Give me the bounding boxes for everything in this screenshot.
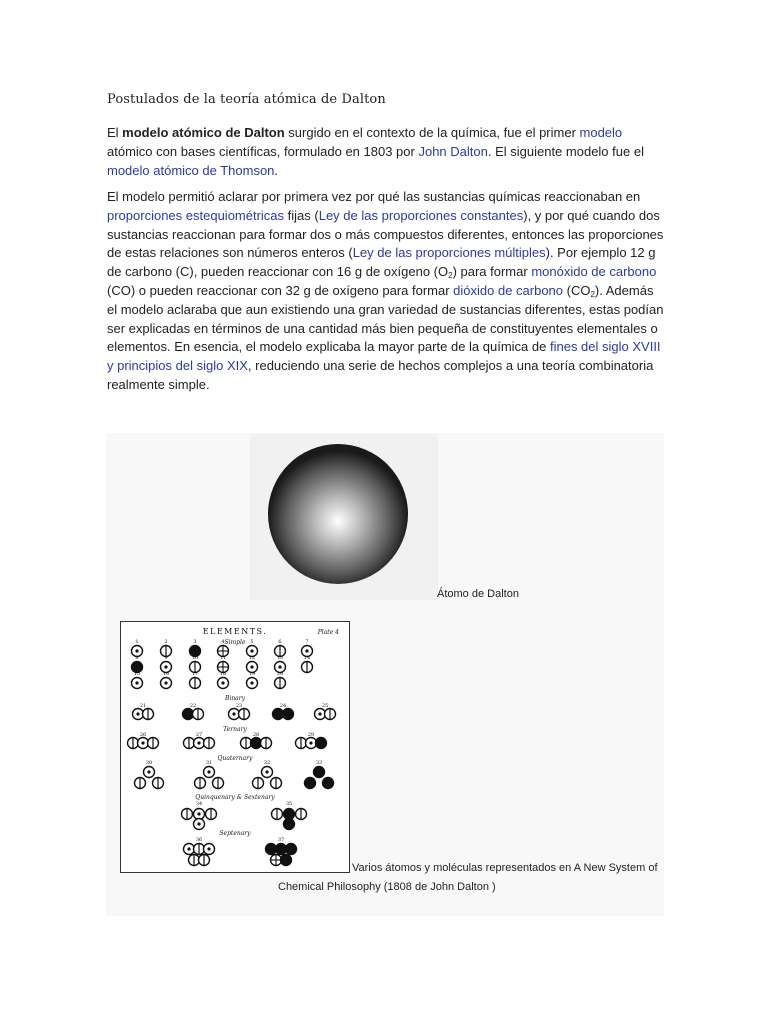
binary-24-b [283, 709, 294, 720]
atom-number-4: 4 [221, 639, 225, 645]
link-john-dalton[interactable]: John Dalton [418, 143, 488, 159]
sept-36-c-mark [207, 847, 210, 850]
link-dioxido-carbono[interactable]: dióxido de carbono [453, 282, 564, 298]
atom-number-21: 21 [139, 703, 147, 709]
atom-number-23: 23 [235, 703, 243, 709]
atom-number-14: 14 [303, 655, 311, 661]
dalton-elements-plate [120, 621, 350, 873]
sept-37-e [281, 855, 292, 866]
atom-13-mark [278, 665, 281, 668]
binary-25-a-mark [318, 712, 321, 715]
quat-33-top [314, 767, 325, 778]
plate-illustration [121, 622, 349, 872]
section-label-ternary: Ternary [223, 726, 247, 733]
atom-number-33: 33 [315, 760, 323, 766]
atom-16-mark [164, 681, 167, 684]
figure-caption-atom: Átomo de Dalton [437, 588, 519, 600]
atom-1-mark [135, 649, 138, 652]
link-monoxido-carbono[interactable]: monóxido de carbono [531, 264, 657, 280]
atom-number-32: 32 [263, 760, 271, 766]
atom-18-mark [221, 681, 224, 684]
sept-37-c [286, 844, 297, 855]
plate-title: ELEMENTS. [202, 627, 268, 636]
ternary-29-b-mark [309, 741, 312, 744]
atom-number-7: 7 [305, 639, 309, 645]
quat-30-top-mark [147, 770, 150, 773]
section-label-septenary: Septenary [219, 830, 251, 837]
quin-34-b-mark [197, 812, 200, 815]
atom-9-mark [164, 665, 167, 668]
atom-5-mark [250, 649, 253, 652]
atom-15-mark [135, 681, 138, 684]
atom-number-35: 35 [285, 801, 293, 807]
atom-number-15: 15 [133, 671, 141, 677]
plate-number: Plate 4 [317, 629, 339, 636]
atom-number-1: 1 [135, 639, 139, 645]
binary-21-a-mark [136, 712, 139, 715]
atom-number-37: 37 [277, 837, 285, 843]
atom-number-12: 12 [248, 655, 256, 661]
atom-number-34: 34 [195, 801, 203, 807]
atom-number-27: 27 [195, 732, 203, 738]
atom-number-30: 30 [145, 760, 153, 766]
paragraph-details: El modelo permitió aclarar por primera vez por qué las sustancias químicas reaccionaban en proporciones estequiométricas fijas (Ley de las proporciones constantes), y por qué cuando dos sustancias reaccionan para formar dos o más compuestos diferentes, entonces las proporciones de estas relaciones son números enteros (Ley de las proporciones múltiples). Por ejemplo 12 g de carbono (C), pueden reaccionar con 16 g de oxígeno $(O_2)$ para formar monóxido de carbono (CO) o pueden reaccionar con 32 g de oxígeno para formar dióxido de carbono $(CO_2)$. Además el modelo aclaraba que aun existiendo una gran variedad de sustancias diferentes, estas podían ser explicadas en términos de una cantidad más bien pequeña de constituyentes elementales o elementos. En esencia, el modelo explicaba la mayor parte de la química de fines del siglo XVIII y principios del siglo XIX, reduciendo una serie de hechos complejos a una teoría combinatoria realmente simple. [107, 189, 664, 392]
ternary-29-c [316, 738, 327, 749]
link-proporciones-estequiometricas[interactable]: proporciones estequiométricas [107, 207, 285, 223]
atom-number-5: 5 [250, 639, 254, 645]
quat-32-top-mark [265, 770, 268, 773]
atom-number-8: 8 [135, 655, 139, 661]
atom-number-26: 26 [139, 732, 147, 738]
link-modelo[interactable]: modelo [579, 125, 623, 140]
link-ley-proporciones-constantes[interactable]: Ley de las proporciones constantes [318, 207, 524, 223]
quin-34-d-mark [197, 822, 200, 825]
atom-number-16: 16 [162, 671, 170, 677]
sept-36-a-mark [187, 847, 190, 850]
link-modelo-thomson[interactable]: modelo atómico de Thomson [107, 162, 275, 178]
atom-number-11: 11 [219, 655, 227, 661]
link-ley-proporciones-multiples[interactable]: Ley de las proporciones múltiples [352, 245, 546, 261]
quat-33-left [305, 778, 316, 789]
atom-number-29: 29 [307, 732, 315, 738]
atom-number-24: 24 [279, 703, 287, 709]
atom-number-3: 3 [193, 639, 197, 645]
atom-number-6: 6 [278, 639, 282, 645]
link-fines-siglo-xviii[interactable]: fines del siglo XVIII y principios del siglo XIX [107, 339, 661, 374]
atom-number-25: 25 [321, 703, 329, 709]
figure-caption-plate-line1: Varios átomos y moléculas representados en A New System of [352, 862, 658, 874]
atom-number-36: 36 [195, 837, 203, 843]
page-heading: Postulados de la teoría atómica de Dalton [107, 92, 386, 107]
atom-number-2: 2 [164, 639, 168, 645]
atom-12-mark [250, 665, 253, 668]
atom-number-10: 10 [191, 655, 199, 661]
atom-19-mark [250, 681, 253, 684]
atom-number-28: 28 [252, 732, 260, 738]
atom-number-18: 18 [219, 671, 227, 677]
quat-31-top-mark [207, 770, 210, 773]
quin-35-d [284, 819, 295, 830]
quat-33-right [323, 778, 334, 789]
section-label-simple: Simple [224, 639, 246, 646]
atom-7-mark [305, 649, 308, 652]
atom-number-19: 19 [248, 671, 256, 677]
figure-caption-plate-line2: Chemical Philosophy (1808 de John Dalton ) [278, 881, 496, 893]
binary-23-a-mark [232, 712, 235, 715]
atom-number-13: 13 [276, 655, 284, 661]
bold-term: modelo atómico de Dalton [122, 125, 285, 140]
sphere-illustration [250, 434, 438, 600]
atom-number-9: 9 [164, 655, 168, 661]
atom-number-17: 17 [191, 671, 199, 677]
atom-number-31: 31 [205, 760, 213, 766]
dalton-atom-image [250, 434, 438, 600]
paragraph-intro: El modelo atómico de Dalton surgido en el contexto de la química, fue el primer modelo atómico con bases científicas, formulado en 1803 por John Dalton. El siguiente modelo fue el modelo atómico de Thomson. [107, 125, 644, 178]
atom-number-22: 22 [189, 703, 197, 709]
ternary-26-b-mark [141, 741, 144, 744]
section-label-quinquenary: Quinquenary & Sextenary [195, 794, 275, 801]
atom-number-20: 20 [276, 671, 284, 677]
ternary-27-b-mark [197, 741, 200, 744]
dalton-sphere [268, 444, 408, 584]
section-label-quaternary: Quaternary [217, 755, 253, 762]
section-label-binary: Binary [224, 695, 246, 702]
